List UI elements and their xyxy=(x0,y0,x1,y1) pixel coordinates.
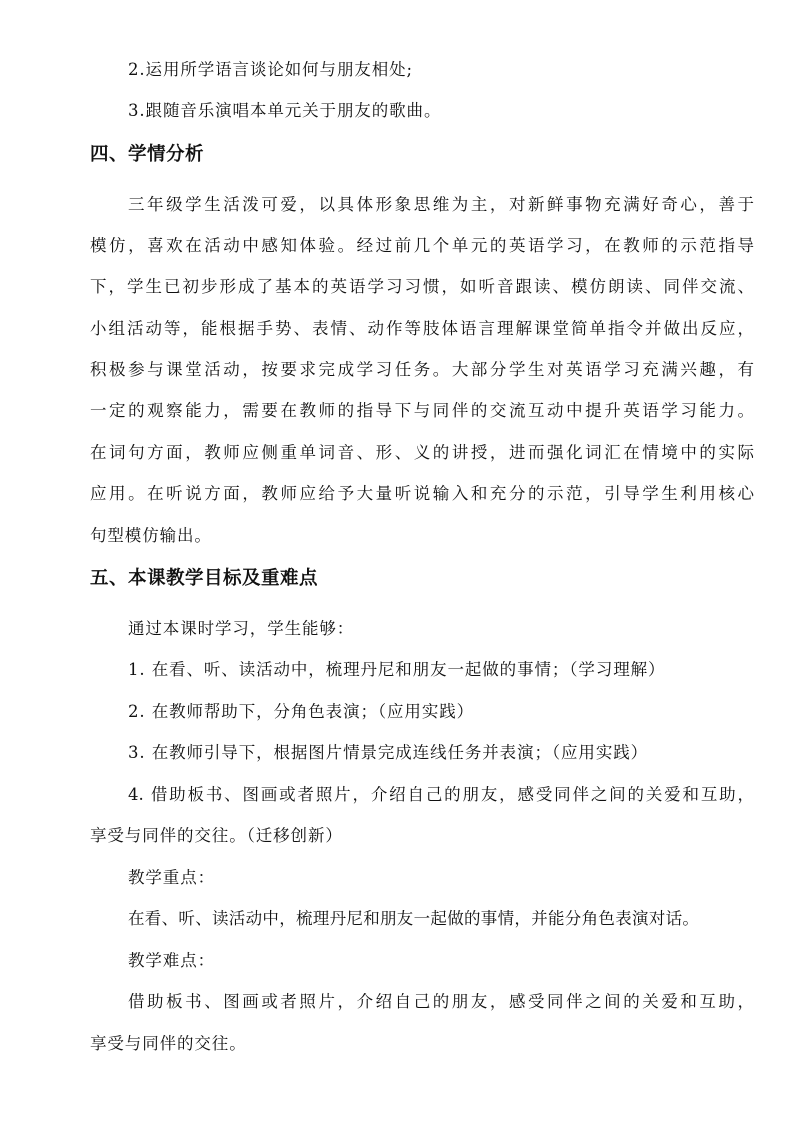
paragraph-line: 应用。在听说方面，教师应给予大量听说输入和充分的示范，引导学生利用核心 xyxy=(90,484,754,503)
goal-item-2: 2. 在教师帮助下，分角色表演；（应用实践） xyxy=(128,702,475,721)
paragraph-line: 在词句方面，教师应侧重单词音、形、义的讲授，进而强化词汇在情境中的实际 xyxy=(90,443,754,462)
paragraph-line: 句型模仿输出。 xyxy=(90,526,212,545)
goal-item-4-continued: 享受与同伴的交往。（迁移创新） xyxy=(90,826,343,845)
section-heading-learner-analysis: 四、学情分析 xyxy=(90,144,205,165)
paragraph-line: 模仿，喜欢在活动中感知体验。经过前几个单元的英语学习，在教师的示范指导 xyxy=(90,236,754,255)
difficulty-text-continued: 享受与同伴的交往。 xyxy=(90,1034,247,1053)
paragraph-line: 下，学生已初步形成了基本的英语学习习惯，如听音跟读、模仿朗读、同伴交流、 xyxy=(90,277,754,296)
focus-text: 在看、听、读活动中，梳理丹尼和朋友一起做的事情，并能分角色表演对话。 xyxy=(128,909,700,928)
section-heading-objectives: 五、本课教学目标及重难点 xyxy=(90,568,319,589)
goal-item-1: 1. 在看、听、读活动中，梳理丹尼和朋友一起做的事情；（学习理解） xyxy=(128,660,666,679)
focus-label: 教学重点： xyxy=(128,868,215,887)
objective-item-2: 2.运用所学语言谈论如何与朋友相处; xyxy=(128,60,414,79)
difficulty-label: 教学难点： xyxy=(128,951,215,970)
paragraph-line: 积极参与课堂活动，按要求完成学习任务。大部分学生对英语学习充满兴趣，有 xyxy=(90,360,754,379)
paragraph-line: 小组活动等，能根据手势、表情、动作等肢体语言理解课堂简单指令并做出反应， xyxy=(90,319,754,338)
goal-item-4: 4. 借助板书、图画或者照片，介绍自己的朋友，感受同伴之间的关爱和互助， xyxy=(128,785,754,804)
paragraph-line: 三年级学生活泼可爱，以具体形象思维为主，对新鲜事物充满好奇心，善于 xyxy=(128,195,754,214)
paragraph-line: 一定的观察能力，需要在教师的指导下与同伴的交流互动中提升英语学习能力。 xyxy=(90,401,754,420)
objective-item-3: 3.跟随音乐演唱本单元关于朋友的歌曲。 xyxy=(128,101,442,120)
objectives-intro: 通过本课时学习，学生能够： xyxy=(128,619,355,638)
goal-item-3: 3. 在教师引导下，根据图片情景完成连线任务并表演；（应用实践） xyxy=(128,743,649,762)
difficulty-text: 借助板书、图画或者照片，介绍自己的朋友，感受同伴之间的关爱和互助， xyxy=(128,992,754,1011)
